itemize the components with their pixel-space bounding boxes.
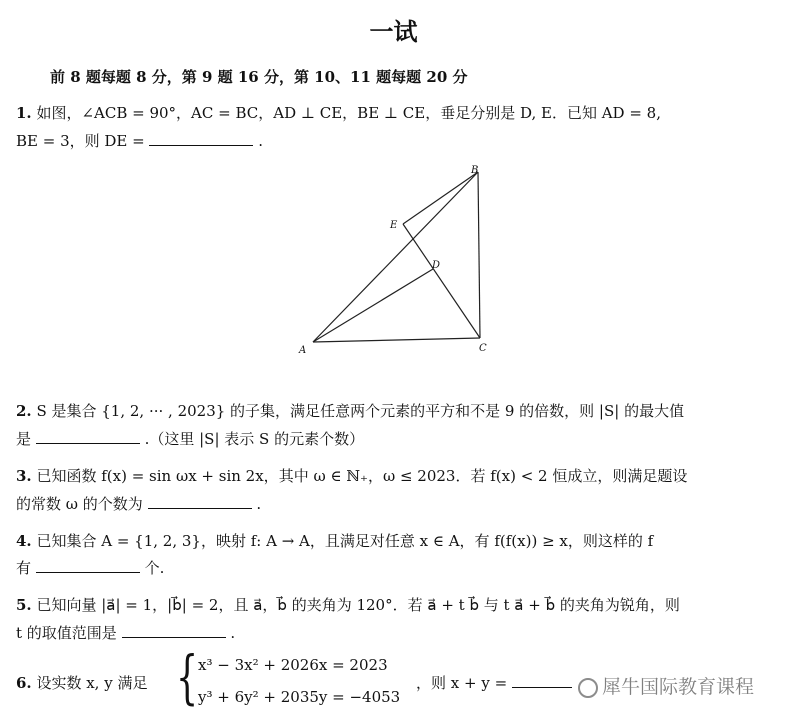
page-title: 一试	[369, 17, 418, 46]
problem-text: 个.	[144, 559, 165, 577]
answer-blank	[122, 636, 226, 638]
line-ec	[403, 224, 480, 338]
problem-2-line-1	[16, 400, 684, 421]
answer-blank	[36, 571, 140, 573]
problem-text: ，则 x + y =	[416, 674, 508, 692]
problem-number: 1.	[16, 104, 32, 122]
label-e: E	[390, 220, 398, 231]
problem-5-line-1	[16, 594, 680, 615]
line-be	[403, 172, 478, 224]
problem-text: BE = 3，则 DE =	[16, 132, 145, 150]
problem-text: 的常数 ω 的个数为	[16, 495, 143, 513]
problem-text: 是	[16, 430, 32, 448]
problem-text: t 的取值范围是	[16, 624, 117, 642]
problem-number: 3.	[16, 467, 32, 485]
problem-number: 4.	[16, 532, 32, 550]
answer-blank	[512, 686, 572, 688]
triangle-figure	[275, 160, 525, 370]
problem-4-line-2	[16, 557, 164, 578]
answer-blank	[148, 507, 252, 509]
line-ab	[313, 172, 478, 342]
system-brace: {	[176, 643, 199, 711]
line-ac	[313, 338, 480, 342]
problem-3-line-1	[16, 465, 687, 486]
scoring-instructions: 前 8 题每题 8 分，第 9 题 16 分，第 10、11 题每题 20 分	[50, 68, 468, 86]
answer-blank	[149, 144, 253, 146]
problem-3-line-2	[16, 493, 261, 514]
label-a: A	[299, 345, 307, 356]
problem-text: 如图，∠ACB = 90°，AC = BC，AD ⊥ CE，BE ⊥ CE，垂足分别是 D, E．已知 AD = 8,	[36, 104, 661, 122]
label-d: D	[432, 260, 441, 271]
problem-1-line-2	[16, 130, 263, 151]
problem-number: 2.	[16, 402, 32, 420]
problem-number: 5.	[16, 596, 32, 614]
problem-text: 设实数 x, y 满足	[36, 674, 148, 692]
problem-text: 已知集合 A = {1, 2, 3}，映射 f: A → A，且满足对任意 x ∈ A，有 f(f(x)) ≥ x，则这样的 f	[36, 532, 654, 550]
problem-4-line-1	[16, 530, 653, 551]
problem-text: 已知向量 |a⃗| = 1，|b⃗| = 2，且 a⃗，b⃗ 的夹角为 120°．若 a⃗ + t b⃗ 与 t a⃗ + b⃗ 的夹角为锐角，则	[36, 596, 680, 614]
problem-text: 已知函数 f(x) = sin ωx + sin 2x，其中 ω ∈ ℕ₊，ω ≤ 2023．若 f(x) < 2 恒成立，则满足题设	[36, 467, 688, 485]
watermark-text: 犀牛国际教育课程	[602, 676, 755, 698]
equation-2: y³ + 6y² + 2035y = −4053	[198, 688, 401, 706]
label-b: B	[471, 165, 479, 176]
problem-5-line-2	[16, 622, 235, 643]
line-bc	[478, 172, 480, 338]
problem-1-line-1	[16, 102, 661, 123]
wechat-logo-icon	[578, 678, 598, 698]
equation-1: x³ − 3x² + 2026x = 2023	[198, 656, 388, 674]
problem-text: .	[230, 624, 236, 642]
problem-text: .	[258, 132, 264, 150]
answer-blank	[36, 442, 140, 444]
problem-6-intro	[16, 672, 147, 693]
watermark	[578, 672, 754, 699]
problem-text: 有	[16, 559, 32, 577]
problem-text: .	[256, 495, 262, 513]
problem-2-line-2	[16, 428, 364, 449]
problem-text: S 是集合 {1, 2, ··· , 2023} 的子集，满足任意两个元素的平方和不是 9 的倍数，则 |S| 的最大值	[36, 402, 685, 420]
label-c: C	[479, 343, 487, 354]
problem-6-tail	[416, 672, 572, 693]
problem-number: 6.	[16, 674, 32, 692]
problem-text: .（这里 |S| 表示 S 的元素个数）	[144, 430, 365, 448]
